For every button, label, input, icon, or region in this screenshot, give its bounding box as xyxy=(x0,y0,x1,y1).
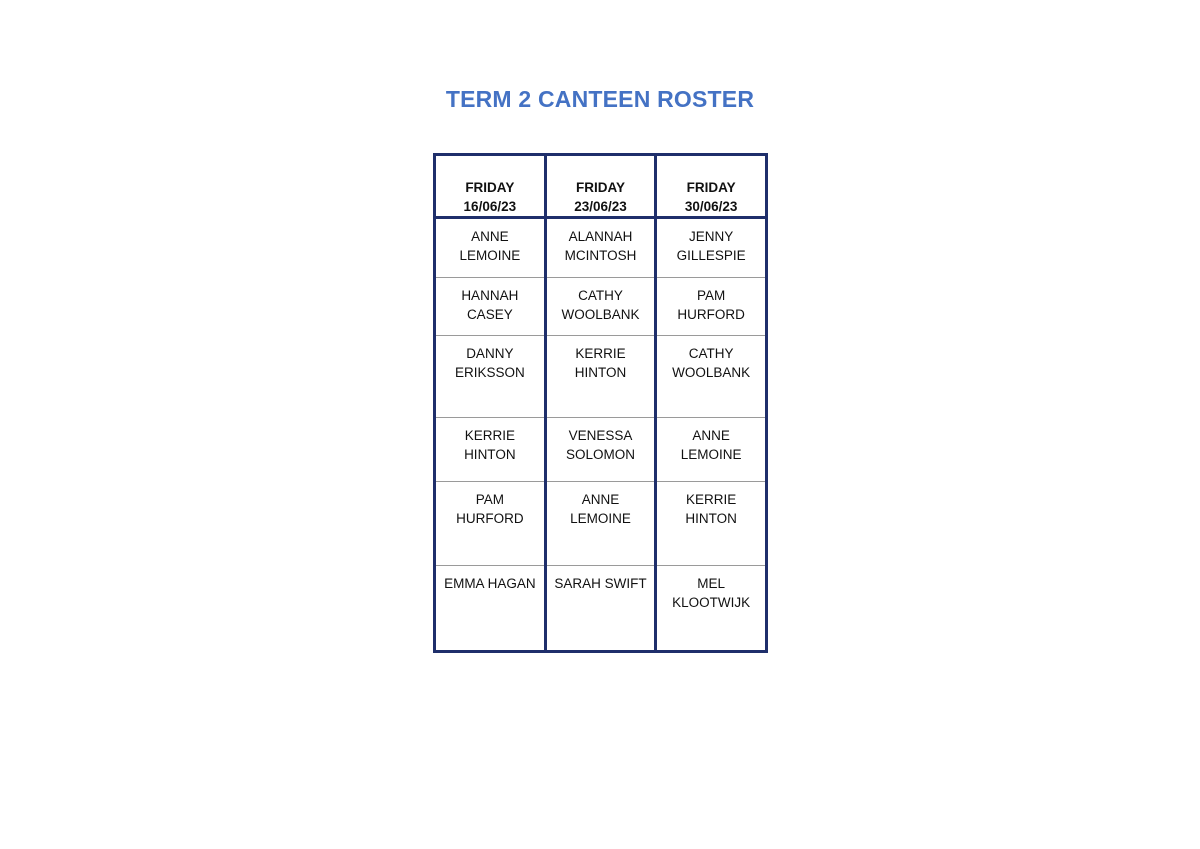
table-row xyxy=(435,418,767,482)
column-day: FRIDAY xyxy=(575,180,625,195)
roster-cell xyxy=(545,336,656,418)
roster-cell xyxy=(435,218,546,278)
roster-cell xyxy=(435,278,546,336)
roster-cell xyxy=(545,482,656,566)
volunteer-name: ANNE LEMOINE xyxy=(680,428,742,462)
roster-cell xyxy=(435,482,546,566)
roster-cell xyxy=(656,278,767,336)
volunteer-name: KERRIE HINTON xyxy=(464,428,516,462)
roster-cell xyxy=(656,418,767,482)
roster-cell xyxy=(435,418,546,482)
volunteer-name: KERRIE HINTON xyxy=(574,346,627,380)
volunteer-name: SARAH SWIFT xyxy=(554,576,647,591)
roster-cell xyxy=(656,566,767,652)
volunteer-name: KERRIE HINTON xyxy=(685,492,737,526)
volunteer-name: JENNY GILLESPIE xyxy=(676,229,746,263)
table-row xyxy=(435,482,767,566)
volunteer-name: PAM HURFORD xyxy=(456,492,524,526)
volunteer-name: CATHY WOOLBANK xyxy=(561,288,640,322)
roster-cell xyxy=(435,566,546,652)
roster-cell xyxy=(656,336,767,418)
header-row xyxy=(435,155,767,218)
volunteer-name: DANNY ERIKSSON xyxy=(454,346,525,380)
roster-cell xyxy=(545,566,656,652)
roster-cell xyxy=(435,336,546,418)
volunteer-name: VENESSA SOLOMON xyxy=(565,428,635,462)
volunteer-name: MEL KLOOTWIJK xyxy=(672,576,751,610)
roster-cell xyxy=(545,218,656,278)
column-header xyxy=(545,155,656,218)
volunteer-name: ANNE LEMOINE xyxy=(459,229,521,263)
table-row xyxy=(435,218,767,278)
roster-cell xyxy=(656,482,767,566)
column-header xyxy=(435,155,546,218)
volunteer-name: HANNAH CASEY xyxy=(461,288,519,322)
column-day: FRIDAY xyxy=(686,180,736,195)
roster-cell xyxy=(656,218,767,278)
volunteer-name: ALANNAH MCINTOSH xyxy=(564,229,637,263)
volunteer-name: PAM HURFORD xyxy=(677,288,745,322)
table-row xyxy=(435,336,767,418)
table-row xyxy=(435,566,767,652)
column-header xyxy=(656,155,767,218)
volunteer-name: CATHY WOOLBANK xyxy=(672,346,751,380)
roster-table xyxy=(433,153,768,653)
roster-table-container xyxy=(433,153,768,649)
roster-cell xyxy=(545,418,656,482)
column-date: 16/06/23 xyxy=(463,199,517,214)
column-date: 30/06/23 xyxy=(684,199,738,214)
roster-cell xyxy=(545,278,656,336)
table-row xyxy=(435,278,767,336)
column-day: FRIDAY xyxy=(465,180,515,195)
column-date: 23/06/23 xyxy=(574,199,627,214)
volunteer-name: EMMA HAGAN xyxy=(444,576,536,591)
page-title: TERM 2 CANTEEN ROSTER xyxy=(445,86,755,112)
volunteer-name: ANNE LEMOINE xyxy=(570,492,631,526)
